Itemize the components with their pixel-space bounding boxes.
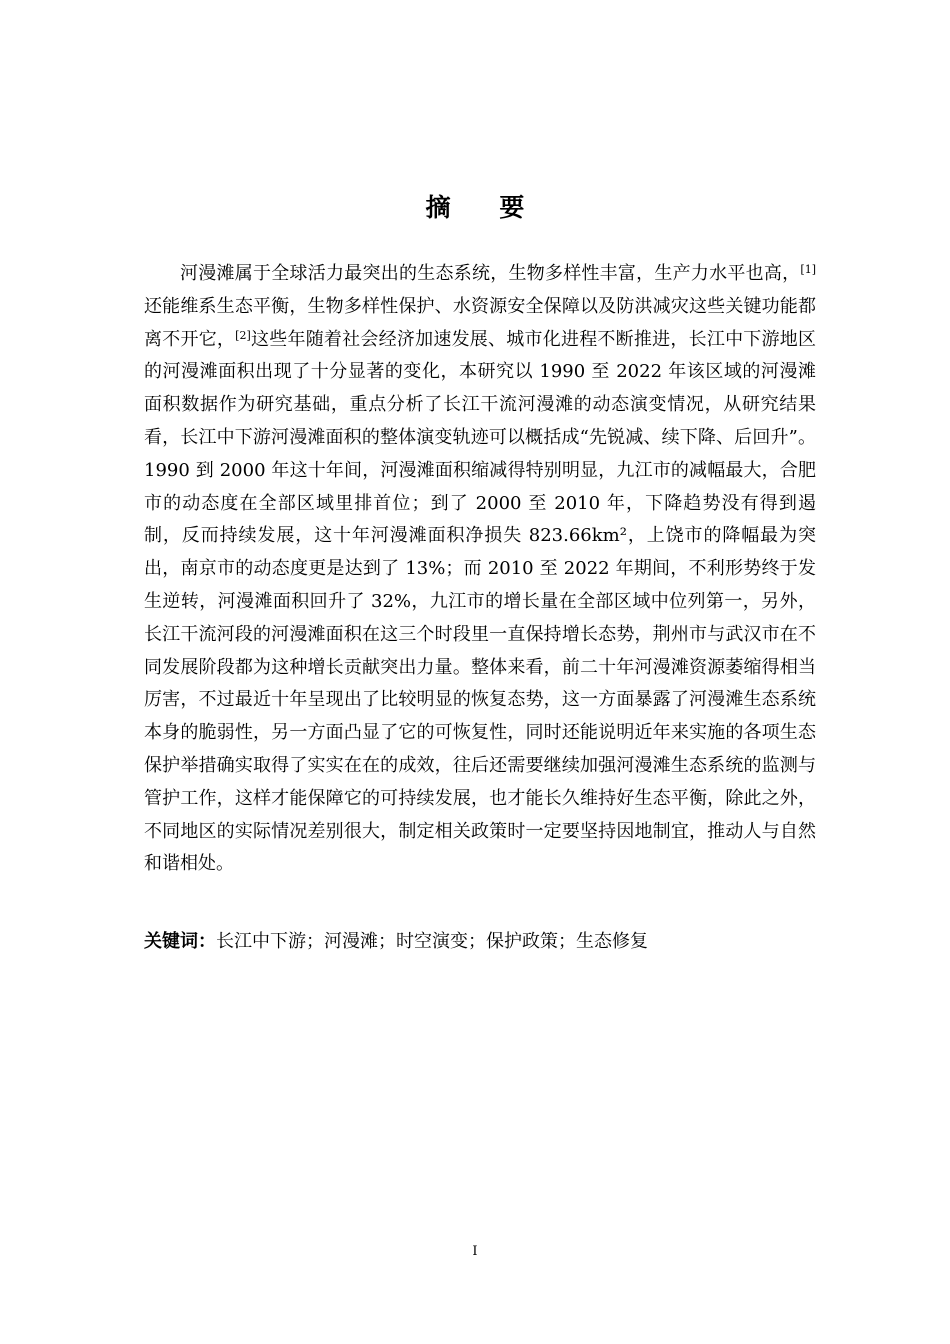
page-title: 摘 要 (425, 193, 545, 222)
page-number: I (472, 1244, 478, 1259)
abstract-text-3: 这些年随着社会经济加速发展、城市化进程不断推进，长江中下游地区的河漫滩面积出现了十分显著的变化，本研究以 1990 至 2022 年该区域的河漫滩面积数据作为研究基础，重点分析了长江干流河漫滩的动态演变情况，从研究结果看，长江中下游河漫滩面积的整体演变轨迹可以概括成“先锐减、续下降、后回升”。1990 到 2000 年这十年间，河漫滩面积缩减得特别明显，九江市的减幅最大，合肥市的动态度在全部区域里排首位；到了 2000 至 2010 年，下降趋势没有得到遏制，反而持续发展，这十年河漫滩面积净损失 823.66km²，上饶市的降幅最为突出，南京市的动态度更是达到了 13%；而 2010 至 2022 年期间，不利形势终于发生逆转，河漫滩面积回升了 32%，九江市的增长量在全部区域中位列第一，另外，长江干流河段的河漫滩面积在这三个时段里一直保持增长态势，荆州市与武汉市在不同发展阶段都为这种增长贡献突出力量。整体来看，前二十年河漫滩资源萎缩得相当厉害，不过最近十年呈现出了比较明显的恢复态势，这一方面暴露了河漫滩生态系统本身的脆弱性，另一方面凸显了它的可恢复性，同时还能说明近年来实施的各项生态保护举措确实取得了实实在在的成效，往后还需要继续加强河漫滩生态系统的监测与管护工作，这样才能保障它的可持续发展，也才能长久维持好生态平衡，除此之外，不同地区的实际情况差别很大，制定相关政策时一定要坚持因地制宜，推动人与自然和谐相处。 (144, 328, 817, 875)
abstract-text-2: 还能维系生态平衡，生物多样性保护、水资源安全保障以及防洪减灾这些关键功能都离不开它， (144, 295, 816, 350)
abstract-text-1: 河漫滩属于全球活力最突出的生态系统，生物多样性丰富，生产力水平也高， (180, 263, 801, 284)
keywords-text: 长江中下游；河漫滩；时空演变；保护政策；生态修复 (216, 931, 648, 952)
citation-ref-2: [2] (235, 328, 251, 342)
citation-ref-1: [1] (800, 263, 816, 276)
keywords-line (144, 928, 816, 956)
abstract-paragraph (144, 258, 816, 881)
keywords-label: 关键词： (144, 931, 216, 952)
